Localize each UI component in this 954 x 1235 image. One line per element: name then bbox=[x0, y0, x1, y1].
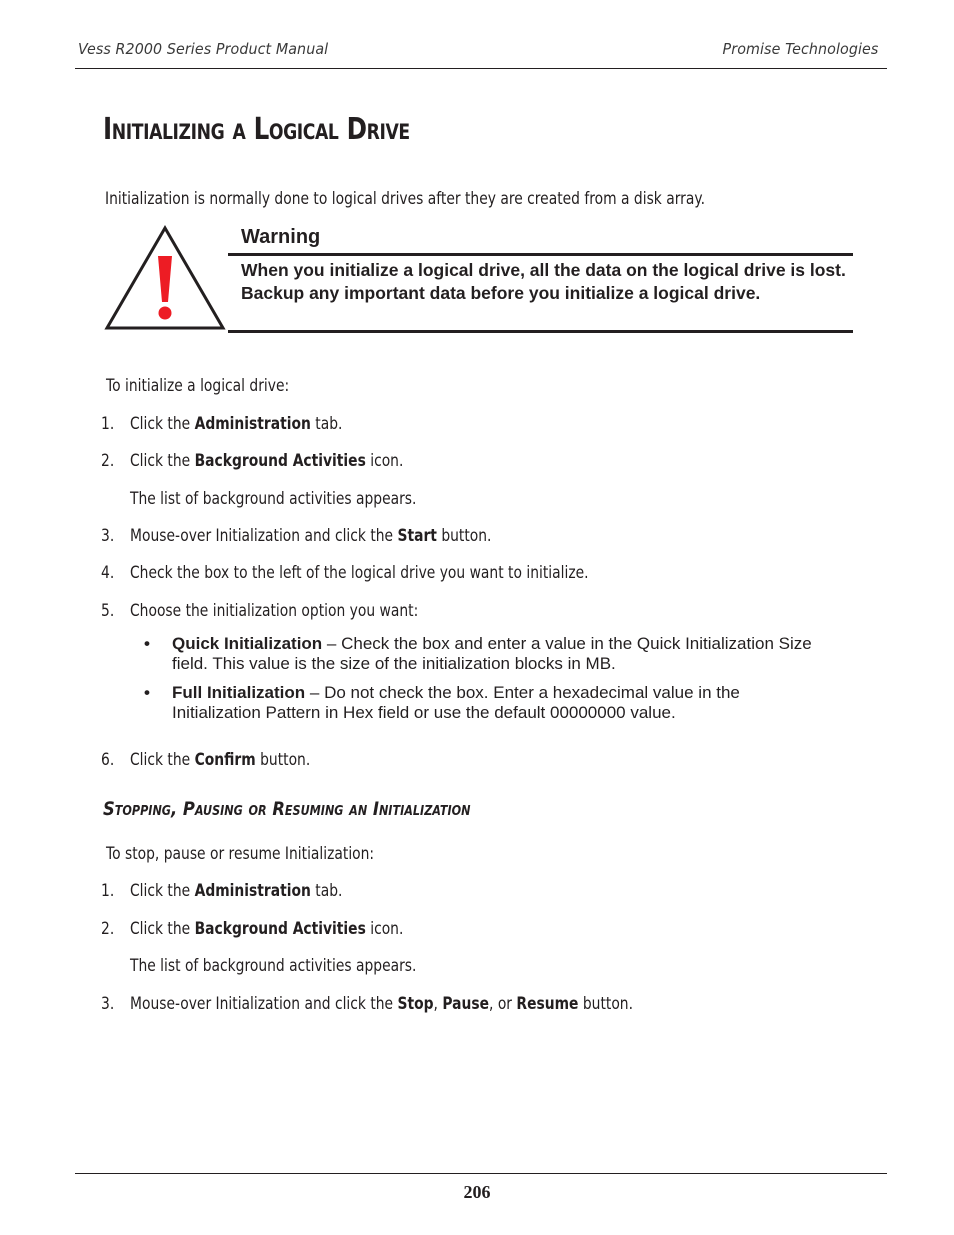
step-1: Click the Administration tab. bbox=[130, 881, 343, 900]
step-number: 3. bbox=[101, 526, 115, 545]
step-number: 2. bbox=[101, 919, 115, 938]
header-rule bbox=[75, 68, 887, 69]
step-2: Click the Background Activities icon. bbox=[130, 919, 404, 938]
step-3: Mouse-over Initialization and click the Start button. bbox=[130, 526, 492, 545]
warning-bottom-rule bbox=[228, 330, 853, 333]
step-number: 5. bbox=[101, 601, 115, 620]
step-2-note: The list of background activities appears. bbox=[130, 489, 417, 508]
step-number: 3. bbox=[101, 994, 115, 1013]
step-5: Choose the initialization option you want: bbox=[130, 601, 419, 620]
footer-rule bbox=[75, 1173, 887, 1174]
step-number: 2. bbox=[101, 451, 115, 470]
warning-text: When you initialize a logical drive, all the data on the logical drive is lost. Backup any important data before you initialize a logical drive. bbox=[241, 260, 846, 303]
warning-top-rule bbox=[228, 253, 853, 256]
step-2-note: The list of background activities appears. bbox=[130, 956, 417, 975]
bullet-quick-init: Quick Initialization – Check the box and enter a value in the Quick Initialization Size field. This value is the size of the initialization blocks in MB. bbox=[172, 634, 812, 673]
section1-lead: To initialize a logical drive: bbox=[106, 376, 290, 395]
bullet-mark: • bbox=[144, 683, 150, 702]
section2-heading: Stopping, Pausing or Resuming an Initialization bbox=[103, 798, 471, 820]
step-2: Click the Background Activities icon. bbox=[130, 451, 404, 470]
warning-heading: Warning bbox=[241, 226, 321, 248]
warning-triangle-icon bbox=[103, 224, 227, 332]
step-6: Click the Confirm button. bbox=[130, 750, 311, 769]
step-3: Mouse-over Initialization and click the Stop, Pause, or Resume button. bbox=[130, 994, 634, 1013]
bullet-mark: • bbox=[144, 634, 150, 653]
step-4: Check the box to the left of the logical drive you want to initialize. bbox=[130, 563, 589, 582]
bullet-full-init: Full Initialization – Do not check the box. Enter a hexadecimal value in the Initialization Pattern in Hex field or use the default 00000000 value. bbox=[172, 683, 740, 722]
step-number: 1. bbox=[101, 881, 115, 900]
header-manual-title: Vess R2000 Series Product Manual bbox=[78, 40, 329, 58]
intro-paragraph: Initialization is normally done to logical drives after they are created from a disk array. bbox=[105, 189, 705, 208]
section2-lead: To stop, pause or resume Initialization: bbox=[106, 844, 375, 863]
header-company: Promise Technologies bbox=[722, 40, 878, 58]
step-number: 6. bbox=[101, 750, 115, 769]
step-1: Click the Administration tab. bbox=[130, 414, 343, 433]
step-number: 4. bbox=[101, 563, 115, 582]
step-number: 1. bbox=[101, 414, 115, 433]
page-title: Initializing a Logical Drive bbox=[103, 112, 410, 147]
page-number: 206 bbox=[463, 1182, 491, 1202]
